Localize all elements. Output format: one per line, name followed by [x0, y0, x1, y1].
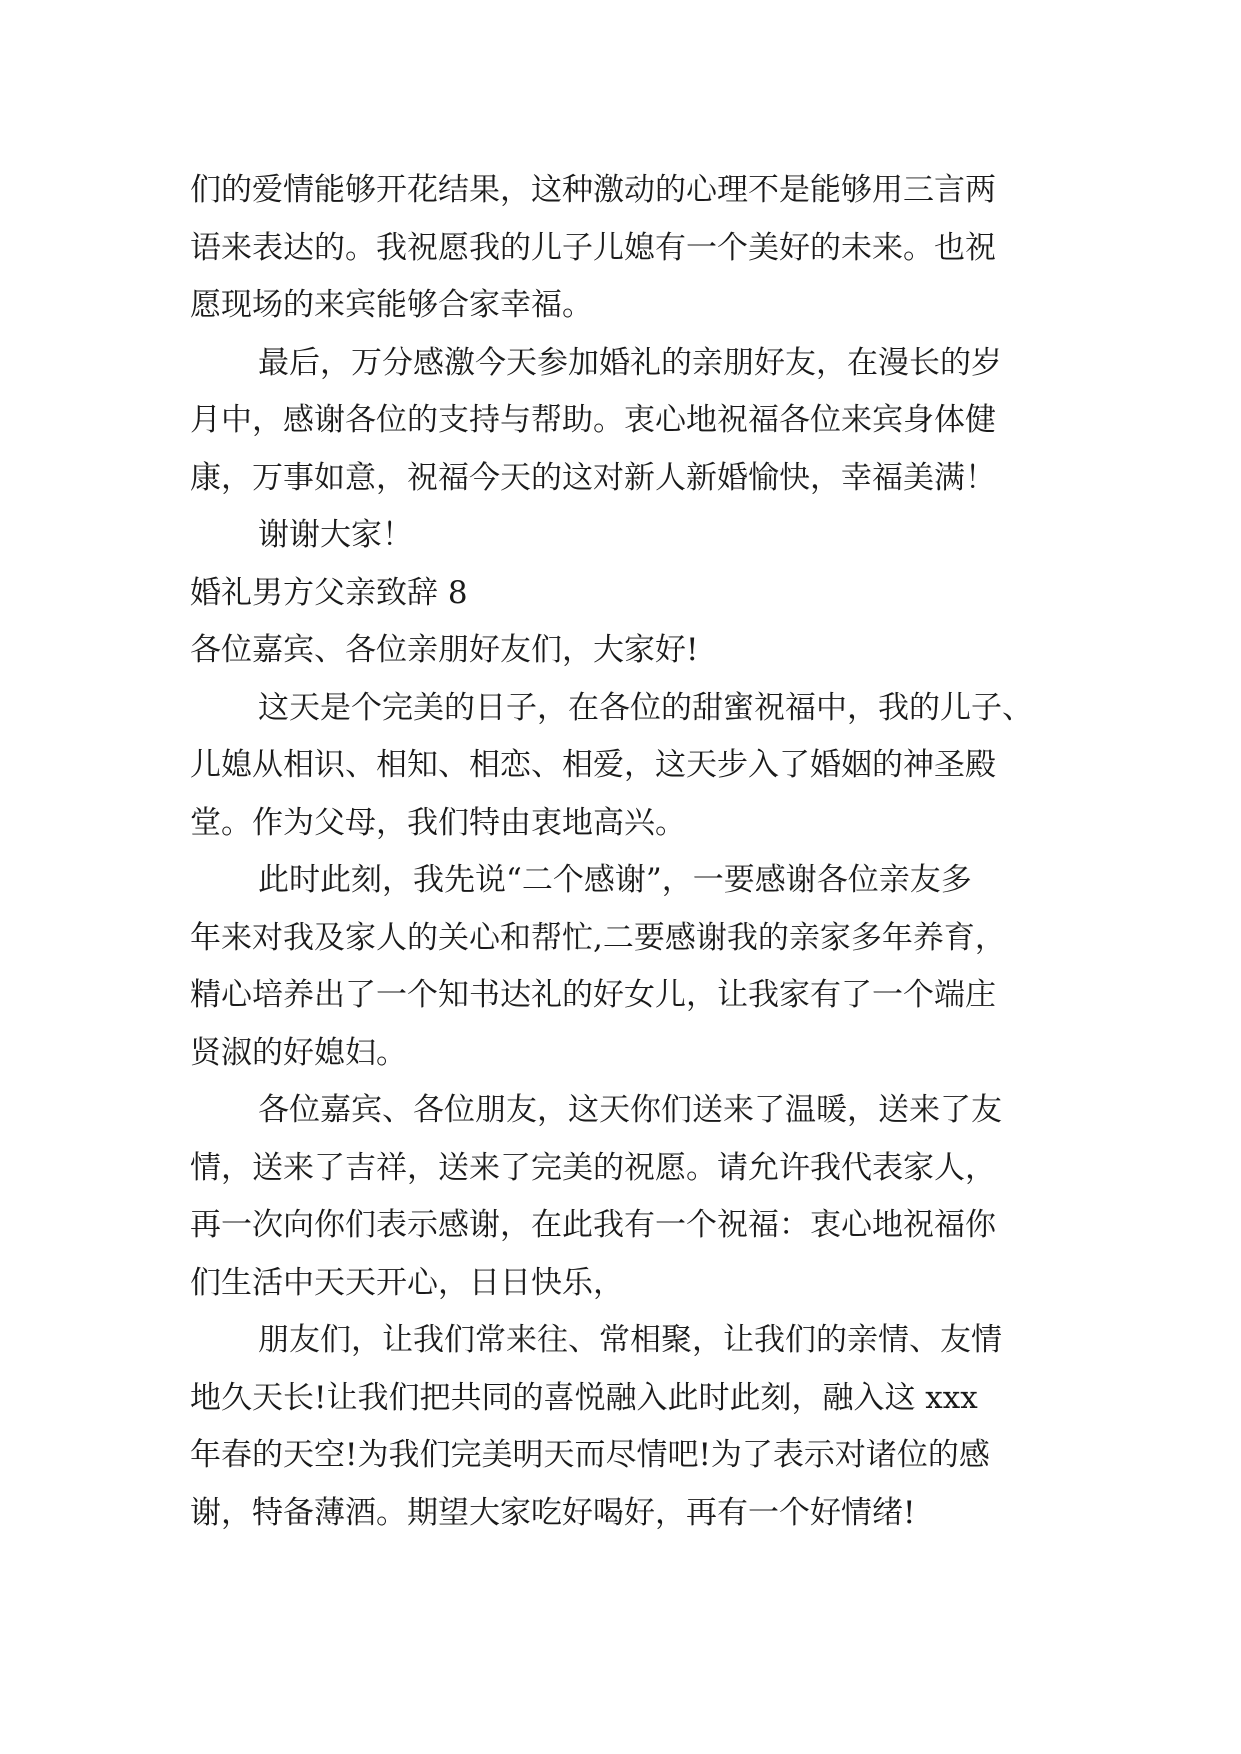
text-line: 们的爱情能够开花结果，这种激动的心理不是能够用三言两 — [190, 172, 996, 208]
text-line: 最后，万分感激今天参加婚礼的亲朋好友，在漫长的岁 — [258, 344, 1002, 381]
text-line: 康，万事如意，祝福今天的这对新人新婚愉快，幸福美满！ — [190, 459, 996, 496]
text-line: 儿媳从相识、相知、相恋、相爱，这天步入了婚姻的神圣殿 — [190, 747, 996, 783]
text-line: 这天是个完美的日子，在各位的甜蜜祝福中，我的儿子、 — [258, 689, 1033, 726]
text-line: 堂。作为父母，我们特由衷地高兴。 — [190, 804, 686, 841]
paragraph — [190, 1312, 1050, 1542]
section-heading — [190, 565, 1050, 623]
text-line: 各位嘉宾、各位亲朋好友们，大家好! — [190, 632, 699, 668]
text-line: 贤淑的好媳妇。 — [190, 1034, 407, 1071]
document-body — [190, 162, 1050, 1542]
text-line: 们生活中天天开心，日日快乐， — [190, 1264, 624, 1301]
text-line: 各位嘉宾、各位朋友，这天你们送来了温暖，送来了友 — [258, 1092, 1002, 1128]
text-line: 情，送来了吉祥，送来了完美的祝愿。请允许我代表家人， — [190, 1149, 996, 1186]
paragraph — [190, 680, 1050, 853]
text-line: 年春的天空!为我们完美明天而尽情吧!为了表示对诸位的感 — [190, 1437, 990, 1473]
paragraph — [190, 507, 1050, 565]
paragraph — [190, 852, 1050, 1082]
text-line: 语来表达的。我祝愿我的儿子儿媳有一个美好的未来。也祝 — [190, 229, 996, 266]
text-line: 愿现场的来宾能够合家幸福。 — [190, 287, 593, 323]
text-line: 朋友们，让我们常来往、常相聚，让我们的亲情、友情 — [258, 1322, 1002, 1358]
text-line: 此时此刻，我先说“二个感谢”，一要感谢各位亲友多 — [258, 862, 972, 898]
text-line: 年来对我及家人的关心和帮忙,二要感谢我的亲家多年养育， — [190, 919, 1006, 956]
text-line: 地久天长!让我们把共同的喜悦融入此时此刻，融入这 xxx — [190, 1379, 978, 1416]
text-line: 谢谢大家！ — [258, 517, 413, 553]
paragraph — [190, 335, 1050, 508]
salutation — [190, 622, 1050, 680]
text-line: 精心培养出了一个知书达礼的好女儿，让我家有了一个端庄 — [190, 977, 996, 1013]
text-line: 再一次向你们表示感谢，在此我有一个祝福：衷心地祝福你 — [190, 1207, 996, 1243]
text-line: 婚礼男方父亲致辞 8 — [190, 574, 468, 611]
paragraph — [190, 162, 1050, 335]
text-line: 月中，感谢各位的支持与帮助。衷心地祝福各位来宾身体健 — [190, 402, 996, 438]
paragraph — [190, 1082, 1050, 1312]
text-line: 谢，特备薄酒。期望大家吃好喝好，再有一个好情绪! — [190, 1494, 916, 1531]
